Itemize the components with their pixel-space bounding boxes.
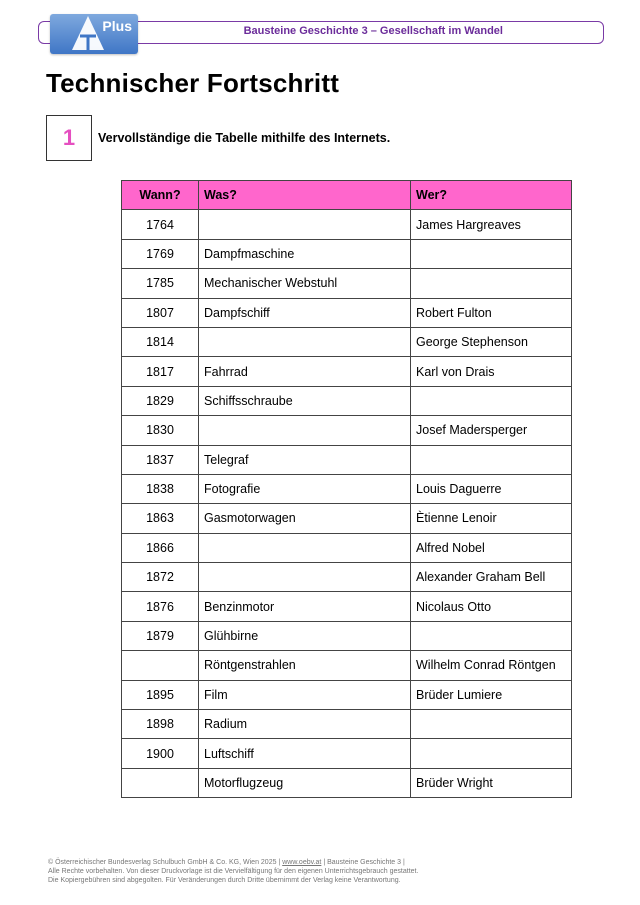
table-cell-wann: 1785 [122,269,199,298]
table-cell-wann [122,651,199,680]
column-header-wann: Wann? [122,181,199,210]
table-row [122,357,572,386]
table-cell-was: Röntgenstrahlen [199,651,411,680]
table-cell-wann: 1817 [122,357,199,386]
table-cell-wer: Alexander Graham Bell [411,563,572,592]
footer-link[interactable]: www.oebv.at [282,859,322,866]
table-row [122,298,572,327]
table-row [122,651,572,680]
table-cell-wer: Ètienne Lenoir [411,504,572,533]
table-body [122,210,572,798]
table-cell-wer: Robert Fulton [411,298,572,327]
table-cell-wann: 1814 [122,327,199,356]
logo-text: Plus [102,18,132,34]
table-cell-wer: Josef Madersperger [411,416,572,445]
table-cell-wann: 1829 [122,386,199,415]
table-cell-wann: 1837 [122,445,199,474]
table-cell-wer [411,386,572,415]
table-cell-was [199,563,411,592]
table-row [122,269,572,298]
table-row [122,416,572,445]
table-cell-wer: George Stephenson [411,327,572,356]
table-cell-wer [411,621,572,650]
table-cell-wann: 1807 [122,298,199,327]
table-row [122,739,572,768]
table-cell-wer [411,739,572,768]
table-cell-wann: 1872 [122,563,199,592]
table-cell-was: Benzinmotor [199,592,411,621]
footer-line-3: Die Kopiergebühren sind abgegolten. Für Veränderungen durch Dritte übernimmt der Verlag keine Verantwortung. [48,877,401,884]
table-row [122,474,572,503]
table-cell-wann: 1895 [122,680,199,709]
footer-copyright: © Österreichischer Bundesverlag Schulbuch GmbH & Co. KG, Wien 2025 | [48,859,283,866]
table-row [122,563,572,592]
inventions-table [121,180,572,798]
table-row [122,210,572,239]
table-cell-wer [411,239,572,268]
table-cell-wann: 1769 [122,239,199,268]
table-row [122,768,572,797]
table-cell-wer [411,269,572,298]
table-row [122,445,572,474]
table-row [122,239,572,268]
table-cell-wann: 1830 [122,416,199,445]
table-header-row [122,181,572,210]
table-row [122,533,572,562]
table-cell-was: Film [199,680,411,709]
table-row [122,327,572,356]
table-cell-was: Telegraf [199,445,411,474]
page-title: Technischer Fortschritt [46,68,340,98]
footer [48,858,608,885]
table-row [122,680,572,709]
footer-line-2: Alle Rechte vorbehalten. Von dieser Druckvorlage ist die Vervielfältigung für den eigenen Unterrichtsgebrauch gestattet. [48,868,419,875]
column-header-wer: Wer? [411,181,572,210]
table-cell-wer [411,710,572,739]
table-cell-was [199,210,411,239]
footer-book-ref: | Bausteine Geschichte 3 | [321,859,405,866]
table-cell-wer: Brüder Wright [411,768,572,797]
header-title: Bausteine Geschichte 3 – Gesellschaft im Wandel [243,25,503,37]
table-cell-was: Fahrrad [199,357,411,386]
table-cell-was: Mechanischer Webstuhl [199,269,411,298]
table-cell-wann: 1838 [122,474,199,503]
table-cell-wann: 1863 [122,504,199,533]
table-cell-was: Dampfschiff [199,298,411,327]
table-cell-was [199,416,411,445]
table-cell-wann: 1898 [122,710,199,739]
table-row [122,504,572,533]
table-cell-wann: 1879 [122,621,199,650]
task-number-box [46,115,92,161]
table-row [122,621,572,650]
table-cell-was: Schiffsschraube [199,386,411,415]
column-header-was: Was? [199,181,411,210]
table-row [122,592,572,621]
table-cell-wann: 1866 [122,533,199,562]
table-cell-was: Glühbirne [199,621,411,650]
table-cell-wer: Wilhelm Conrad Röntgen [411,651,572,680]
table-cell-was: Dampfmaschine [199,239,411,268]
table-row [122,386,572,415]
table-cell-was: Luftschiff [199,739,411,768]
table-cell-was [199,533,411,562]
table-cell-wer: Brüder Lumiere [411,680,572,709]
table-cell-wer: James Hargreaves [411,210,572,239]
table-cell-wann [122,768,199,797]
table-cell-wer: Karl von Drais [411,357,572,386]
table-row [122,710,572,739]
table-cell-was: Motorflugzeug [199,768,411,797]
table-cell-was: Radium [199,710,411,739]
table-cell-wer: Alfred Nobel [411,533,572,562]
table-cell-wer: Louis Daguerre [411,474,572,503]
table-cell-wann: 1900 [122,739,199,768]
task-number: 1 [62,125,76,150]
table-cell-was: Gasmotorwagen [199,504,411,533]
table-cell-wer [411,445,572,474]
table-cell-wer: Nicolaus Otto [411,592,572,621]
task-instruction: Vervollständige die Tabelle mithilfe des Internets. [98,131,391,145]
table-cell-was: Fotografie [199,474,411,503]
table-cell-wann: 1764 [122,210,199,239]
publisher-logo [50,14,138,54]
table-cell-was [199,327,411,356]
table-cell-wann: 1876 [122,592,199,621]
footer-line-1 [48,858,608,867]
